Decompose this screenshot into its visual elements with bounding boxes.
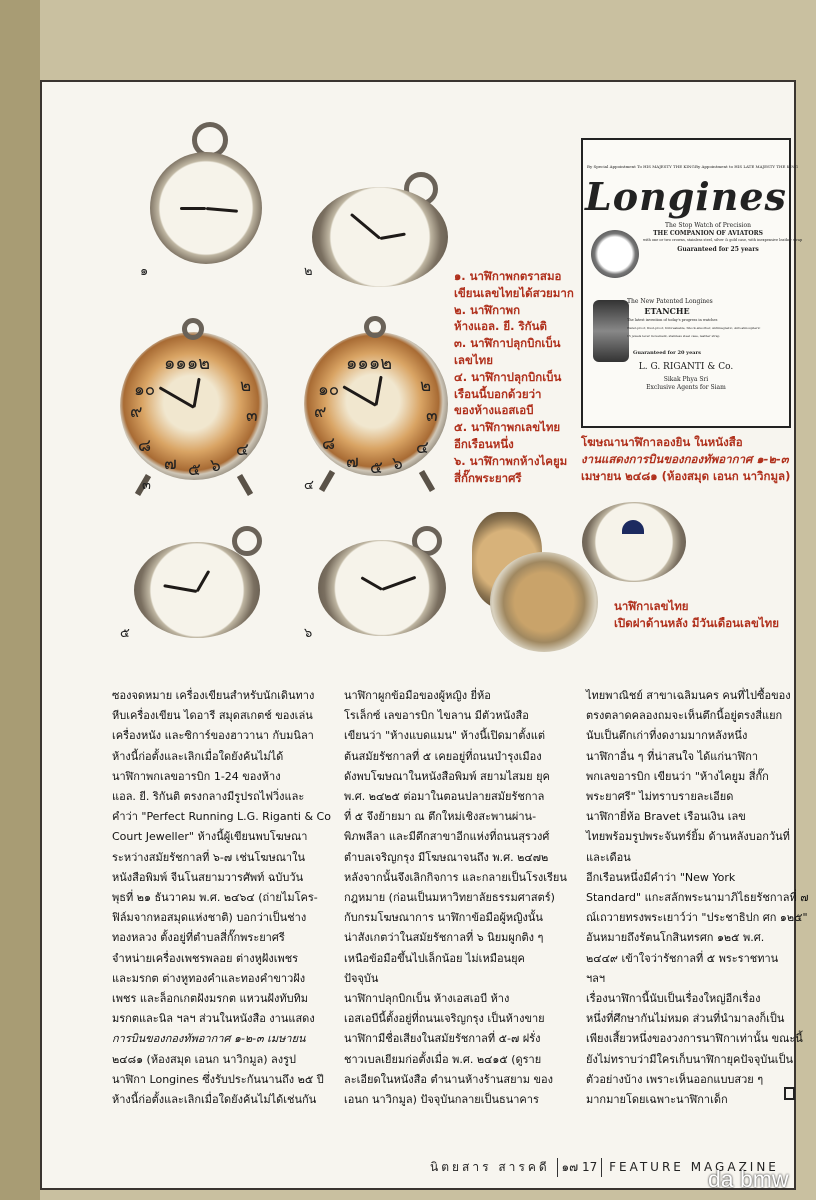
ad-line: Exclusive Agents for Siam xyxy=(646,384,726,391)
caption-line: ๒. นาฬิกาพก xyxy=(454,302,521,317)
text-column-1 xyxy=(112,686,331,1110)
alarm-4-leg-left xyxy=(319,470,335,492)
text-line: แอล. ยี. ริกันติ ตรงกลางมีรูปรถไฟวิ่งและ xyxy=(112,790,305,804)
ad-line: with one or two crowns, stainless steel, silver & gold case, with inexpensive leather strap xyxy=(643,238,803,242)
text-line: เขียนว่า "ห้างแบดแมน" ห้างนี้เปิดมาตั้งแต่ xyxy=(344,729,545,743)
text-line: หีบเครื่องเขียน ไดอารี สมุดสเกตช์ ของเล่น xyxy=(112,709,313,723)
footer-page-number xyxy=(557,1158,603,1177)
ad-line: The Stop Watch of Precision xyxy=(665,222,751,229)
text-line: ตัวอย่างบ้าง เพราะเห็นออกแบบสวย ๆ xyxy=(586,1072,764,1086)
alarm-3-bell xyxy=(182,318,204,340)
ad-line: Guaranteed for 25 years xyxy=(677,246,759,253)
caption-line: โฆษณานาฬิกาลองยิน ในหนังสือ xyxy=(581,435,743,449)
alarm-4-bell xyxy=(364,316,386,338)
photo-captions-list xyxy=(454,268,572,486)
ad-line: 15 jewels lever movement, stainless steel case, leather strap xyxy=(627,334,720,338)
text-line: เอนก นาวิกมูล) ปัจจุบันกลายเป็นธนาคาร xyxy=(344,1093,539,1107)
text-line: อีกเรือนหนึ่งมีคำว่า "New York xyxy=(586,870,736,884)
text-line: นับเป็นตึกเก่าที่งดงามมากหลังหนึ่ง xyxy=(586,729,748,743)
text-line: ทองหลวง ตั้งอยู่ที่ตำบลสี่กั๊กพระยาศรี xyxy=(112,931,285,945)
text-line: นาฬิกาผูกข้อมือของผู้หญิง ยี่ห้อ xyxy=(344,689,491,702)
text-line: ต้นสมัยรัชกาลที่ ๕ เคยอยู่ที่ถนนบำรุงเมือง xyxy=(344,749,542,763)
caption-line: สี่กั๊กพระยาศรี xyxy=(454,470,522,485)
caption-line: ๕. นาฬิกาพกเลขไทย xyxy=(454,420,561,435)
adjacent-page-edge xyxy=(0,0,40,1200)
text-line: เพชร และล็อกเกตฝังมรกต แหวนฝังทับทิม xyxy=(112,992,309,1006)
caption-line: ๑. นาฬิกาพกตราสมอ xyxy=(454,269,562,283)
caption-line: ของห้างแอสเอบี xyxy=(454,403,534,418)
text-line: และเดือน xyxy=(586,850,631,864)
text-line: หนึ่งที่ศึกษากันไม่หมด ส่วนที่นำมาลงก็เป็น xyxy=(586,1012,785,1026)
text-line: หลังจากนั้นจึงเลิกกิจการ และกลายเป็นโรงเรียน xyxy=(344,870,567,884)
text-line: หนังสือพิมพ์ จีนโนสยามวารศัพท์ ฉบับวัน xyxy=(112,870,304,884)
text-line: จำหน่ายเครื่องเพชรพลอย ต่างหูฝังเพชร xyxy=(112,951,299,965)
caption-line: เปิดฝาด้านหลัง มีวันเดือนเลขไทย xyxy=(614,616,779,630)
watch-6-photo xyxy=(318,540,446,636)
caption-line: เขียนเลขไทยได้สวยมาก xyxy=(454,285,574,300)
text-line: เพียงเสี้ยวหนึ่งของวงการนาฬิกาเท่านั้น ขณะนี้ xyxy=(586,1032,803,1046)
caption-line: อีกเรือนหนึ่ง xyxy=(454,436,514,451)
text-line: Standard" แกะสลักพระนามาภิไธยรัชกาลที่ ๗ xyxy=(586,891,809,905)
photo-label-3: ๓ xyxy=(142,478,151,493)
footer-page-arabic: 17 xyxy=(581,1160,598,1174)
caption-line: เมษายน ๒๔๘๑ (ห้องสมุด เอนก นาวิกมูล) xyxy=(581,469,791,483)
text-line: คำว่า "Perfect Running L.G. Riganti & Co xyxy=(112,810,331,824)
ad-appointment-left: By Special Appointment To HIS MAJESTY THE KING xyxy=(587,164,695,169)
ad-line: Guaranteed for 20 years xyxy=(633,350,701,356)
watch-5-bow xyxy=(232,526,262,556)
alarm-4-leg-right xyxy=(419,470,435,492)
text-column-3 xyxy=(586,686,808,1110)
photo-label-1: ๑ xyxy=(140,264,149,279)
text-line: ที่ ๕ จึงย้ายมา ณ ตึกใหม่เชิงสะพานผ่าน- xyxy=(344,810,537,824)
longines-logo: Longines xyxy=(585,174,787,219)
text-line: ไทยพร้อมรูปพระจันทร์ยิ้ม ด้านหลังบอกวันที่ xyxy=(586,830,790,844)
text-line: มากมายโดยเฉพาะนาฬิกาเด็ก xyxy=(586,1093,728,1107)
alarm-3-leg-right xyxy=(237,474,253,496)
longines-advertisement xyxy=(581,138,803,428)
moon-phase-watch-photo xyxy=(582,502,686,582)
text-line: ตำบลเจริญกรุง มีโฆษณาจนถึง พ.ศ. ๒๔๗๒ xyxy=(344,850,549,864)
footer-magazine-thai: นิตยสาร สารคดี xyxy=(430,1160,550,1174)
caption-line: เลขไทย xyxy=(454,352,493,367)
ad-line: L. G. RIGANTI & Co. xyxy=(638,362,734,372)
text-line: ยังไม่ทราบว่ามีใครเก็บนาฬิกายุคปัจจุบันเป็น xyxy=(586,1052,794,1066)
text-line: ซองจดหมาย เครื่องเขียนสำหรับนักเดินทาง xyxy=(112,689,315,702)
text-line: ห้างนี้ก่อตั้งและเลิกเมื่อใดยังค้นไม่ได้เช่นกัน xyxy=(112,1093,317,1107)
ad-line: THE COMPANION OF AVIATORS xyxy=(653,230,763,237)
caption-line: ๓. นาฬิกาปลุกบิกเบ็น xyxy=(454,336,561,351)
text-line: ละเอียดในหนังสือ ตำนานห้างร้านสยาม ของ xyxy=(344,1072,553,1086)
watch-2-photo xyxy=(312,187,448,287)
text-line: พ.ศ. ๒๔๒๕ ต่อมาในตอนปลายสมัยรัชกาล xyxy=(344,790,545,804)
photo-caption-moon-watch xyxy=(614,598,779,632)
photo-label-4: ๔ xyxy=(304,478,314,493)
photo-label-6: ๖ xyxy=(304,626,313,641)
text-line: โรเล็กซ์ เลขอารบิก ไขลาน มีตัวหนังสือ xyxy=(344,709,529,723)
caption-line: งานแสดงการบินของกองทัพอากาศ ๑-๒-๓ xyxy=(581,452,789,466)
text-line: Court Jeweller" ห้างนี้ผู้เขียนพบโฆษณา xyxy=(112,830,308,844)
text-line: และมรกต ต่างหูทองคำและทองคำขาวฝัง xyxy=(112,971,306,985)
text-line: พิภพลีลา และมีตึกสาขาอีกแห่งที่ถนนสุรวงศ์ xyxy=(344,830,550,844)
text-line: นาฬิกาพกเลขอารบิก 1-24 ของห้าง xyxy=(112,769,281,783)
text-column-2 xyxy=(344,686,567,1110)
text-line: ไทยพาณิชย์ สาขาเฉลิมนคร คนที่ไปซื้อของ xyxy=(586,689,791,702)
ad-line: The latest invention of today's progress in watches xyxy=(627,318,718,322)
watch-1-photo xyxy=(150,152,262,264)
open-case-watch-body xyxy=(490,552,598,652)
ad-line: ETANCHE xyxy=(644,306,690,316)
text-line: ๒๔๘๑ (ห้องสมุด เอนก นาวิกมูล) ลงรูป xyxy=(112,1052,297,1066)
text-line: นาฬิกามีชื่อเสียงในสมัยรัชกาลที่ ๕-๗ ฝรั่ง xyxy=(344,1032,541,1046)
text-line: ชาวเบลเยียมก่อตั้งเมื่อ พ.ศ. ๒๔๑๕ (ดูราย xyxy=(344,1052,542,1066)
ad-appointment-right: By Appointment to HIS LATE MAJESTY THE KING xyxy=(695,164,798,169)
photo-label-2: ๒ xyxy=(304,264,313,279)
ad-line: The New Patented Longines xyxy=(627,298,713,305)
ad-line: Sikak Phya Sri xyxy=(663,376,709,383)
text-line: กับกรมโฆษณาการ นาฬิกาข้อมือผู้หญิงนั้น xyxy=(344,911,543,925)
text-line: เครื่องหนัง และซิการ์ของฮาวานา กับมนิลา xyxy=(112,729,314,743)
caption-line: เรือนนี้บอกด้วยว่า xyxy=(454,386,542,401)
text-line: นาฬิกาอื่น ๆ ที่น่าสนใจ ได้แก่นาฬิกา xyxy=(586,749,759,763)
ad-line: Water-proof, Dust-proof, Unbreakable, Shock-absorber, Antimagnetic, Anti-atmospheric xyxy=(627,326,761,330)
alarm-clock-4-photo: ๑๑๑๒ ๑๐ ๒ ๙ ๓ ๘ ๔ ๗ ๖ ๕ xyxy=(304,332,448,476)
text-line: เอสเอบีนี้ตั้งอยู่ที่ถนนเจริญกรุง เป็นห้างขาย xyxy=(344,1012,545,1026)
text-line: ๒๔๔๙ เข้าใจว่ารัชกาลที่ ๕ พระราชทาน xyxy=(586,951,779,965)
caption-line: ๔. นาฬิกาปลุกบิกเบ็น xyxy=(454,369,562,384)
text-line: ตรงตลาดคลองถมจะเห็นตึกนี้อยู่ตรงสี่แยก xyxy=(586,709,783,723)
text-line: พุธที่ ๒๑ ธันวาคม พ.ศ. ๒๔๖๔ (ถ่ายไมโคร- xyxy=(112,891,318,905)
text-line: น่าสังเกตว่าในสมัยรัชกาลที่ ๖ นิยมผูกติง ๆ xyxy=(344,931,544,945)
watermark-text: da bmw xyxy=(708,1166,789,1192)
text-line: ณ์เถวายทรงพระเยาว์ว่า "ประชาธิปก ศก ๑๒๕" xyxy=(586,911,808,925)
text-line: ฯลฯ xyxy=(586,971,606,985)
text-line: การบินของกองทัพอากาศ ๑-๒-๓ เมษายน xyxy=(112,1032,306,1046)
text-line: นาฬิกายี่ห้อ Bravet เรือนเงิน เลข xyxy=(586,810,746,824)
photo-label-5: ๕ xyxy=(120,626,130,641)
text-line: กฎหมาย (ก่อนเป็นมหาวิทยาลัยธรรมศาสตร์) xyxy=(344,891,555,905)
text-line: ห้างนี้ก่อตั้งและเลิกเมื่อใดยังค้นไม่ได้ xyxy=(112,749,284,763)
text-line: พระยาศรี" ไม่ทราบรายละเอียด xyxy=(586,790,734,804)
caption-line: นาฬิกาเลขไทย xyxy=(614,599,689,613)
advert-caption xyxy=(581,434,796,485)
text-line: เหนือข้อมือขึ้นไปเล็กน้อย ไม่เหมือนยุค xyxy=(344,951,525,965)
magazine-page xyxy=(40,80,809,1190)
text-line: นาฬิกาปลุกบิกเบ็น ห้างเอสเอบี ห้าง xyxy=(344,992,510,1006)
text-line: ดังพบโฆษณาในหนังสือพิมพ์ สยามไสมย ยุค xyxy=(344,769,550,783)
caption-line: ห้างแอล. ยี. ริกันติ xyxy=(454,319,547,334)
text-line: เรื่องนาฬิกานี้นับเป็นเรื่องใหญ่อีกเรื่อง xyxy=(586,992,761,1006)
end-of-article-mark xyxy=(784,1087,795,1100)
footer-magazine-en: FEATURE MAGAZINE xyxy=(609,1160,779,1174)
alarm-clock-3-photo: ๑๑๑๒ ๑๐ ๒ ๙ ๓ ๘ ๔ ๗ ๖ ๕ xyxy=(120,332,268,480)
text-line: อันหมายถึงรัตนโกสินทรศก ๑๒๕ พ.ศ. xyxy=(586,931,765,945)
text-line: มรกตและนิล ฯลฯ ส่วนในหนังสือ งานแสดง xyxy=(112,1012,315,1026)
text-line: ปัจจุบัน xyxy=(344,971,379,985)
footer-page-thai: ๑๗ xyxy=(561,1160,579,1174)
caption-line: ๖. นาฬิกาพกห้างไคยูม xyxy=(454,453,568,468)
text-line: พกเลขอารบิก เขียนว่า "ห้างไคยูม สี่กั๊ก xyxy=(586,769,769,783)
text-line: นาฬิกา Longines ซึ่งรับประกันนานถึง ๒๕ ปี xyxy=(112,1072,324,1086)
text-line: ฟิล์มจากหอสมุดแห่งชาติ) บอกว่าเป็นช่าง xyxy=(112,911,307,925)
watch-5-photo xyxy=(134,542,260,638)
text-line: ระหว่างสมัยรัชกาลที่ ๖-๗ เช่นโฆษณาใน xyxy=(112,850,305,864)
